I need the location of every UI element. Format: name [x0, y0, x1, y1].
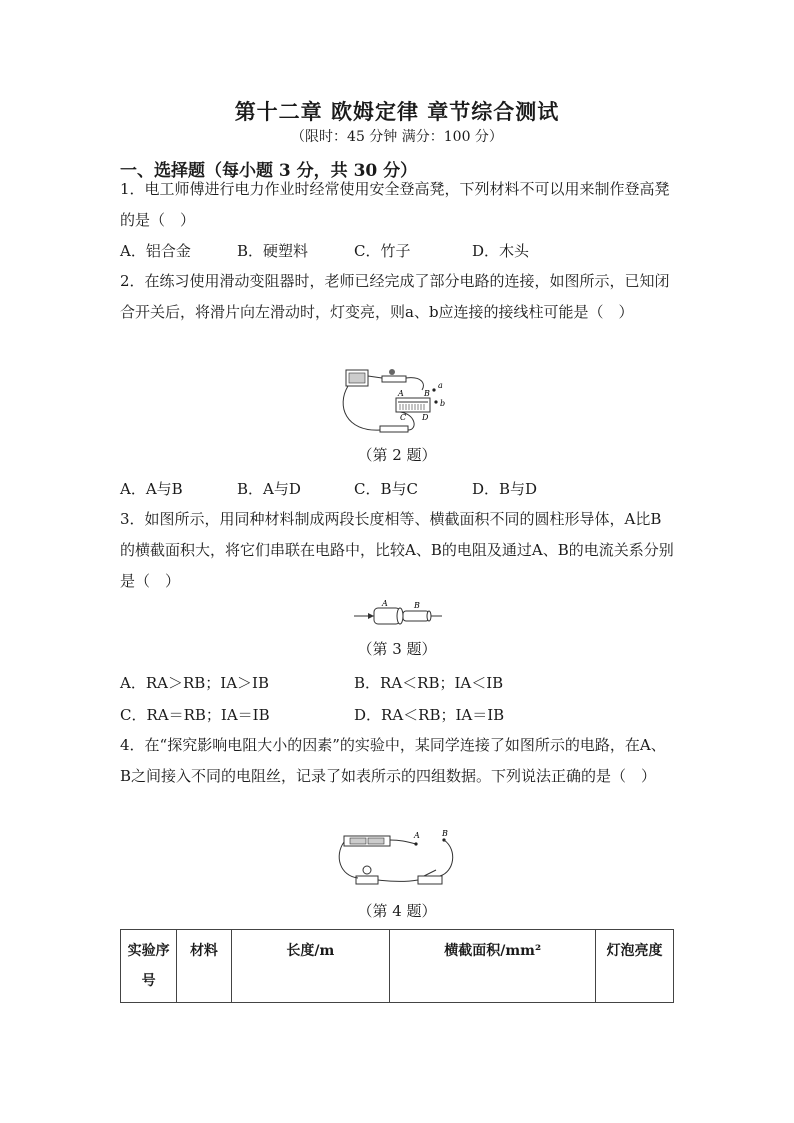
q3-option-d: D．RA＜RB；IA＝IB — [354, 706, 505, 724]
conductor-b-shape — [403, 611, 429, 621]
table-header-cell: 材料 — [177, 930, 231, 1003]
terminal-label-c: C — [400, 413, 407, 422]
q1-option-b: B．硬塑料 — [237, 242, 309, 260]
q2-option-d: D．B与D — [472, 480, 538, 498]
q4-figure-caption: （第 4 题） — [357, 902, 437, 920]
table-header-row — [121, 930, 674, 1003]
q2-option-a: A．A与B — [120, 480, 183, 498]
terminal-label-a: A — [414, 831, 420, 840]
section-heading: 一、选择题（每小题 3 分，共 30 分） — [120, 161, 418, 181]
q3-option-c: C．RA＝RB；IA＝IB — [120, 706, 270, 724]
page-subtitle: （限时：45 分钟 满分：100 分） — [291, 129, 503, 145]
wire-label-a: a — [438, 381, 443, 390]
table-header-cell: 横截面积/mm² — [390, 930, 596, 1003]
question-2-stem: 2．在练习使用滑动变阻器时，老师已经完成了部分电路的连接，如图所示，已知闭合开关后，将滑片向左滑动时，灯变亮，则a、b应连接的接线柱可能是（ ） — [120, 272, 670, 321]
page-title: 第十二章 欧姆定律 章节综合测试 — [234, 99, 560, 124]
conductor-a-shape — [374, 608, 400, 624]
conductor-label-b: B — [414, 601, 420, 610]
q2-circuit-figure — [340, 362, 460, 440]
terminal-label-a: A — [398, 389, 404, 398]
q3-option-a: A．RA＞RB；IA＞IB — [120, 674, 269, 692]
q2-option-c: C．B与C — [354, 480, 418, 498]
wire-label-b: b — [440, 399, 446, 408]
q1-option-c: C．竹子 — [354, 242, 411, 260]
q2-figure-caption: （第 2 题） — [357, 446, 437, 464]
arrow-icon — [368, 613, 374, 619]
switch-shape — [418, 876, 442, 884]
q1-option-a: A．铝合金 — [120, 242, 191, 260]
data-table — [120, 929, 674, 1003]
q4-circuit-figure — [336, 828, 460, 894]
conductor-label-a: A — [382, 600, 388, 608]
terminal-label-b: B — [424, 389, 430, 398]
lamp-shape — [380, 426, 408, 432]
question-4-stem: 4．在“探究影响电阻大小的因素”的实验中，某同学连接了如图所示的电路，在A、B之间接入不同的电阻丝，记录了如表所示的四组数据。下列说法正确的是（ ） — [120, 736, 666, 785]
q1-option-d: D．木头 — [472, 242, 530, 260]
table-header-cell: 实验序号 — [121, 930, 177, 1003]
question-3-stem: 3．如图所示，用同种材料制成两段长度相等、横截面积不同的圆柱形导体，A比B的横截面积大，将它们串联在电路中，比较A、B的电阻及通过A、B的电流关系分别是（ ） — [120, 510, 674, 590]
q3-option-b: B．RA＜RB；IA＜IB — [354, 674, 504, 692]
table-header-cell: 灯泡亮度 — [596, 930, 674, 1003]
switch-shape — [382, 376, 406, 382]
q3-figure-caption: （第 3 题） — [357, 640, 437, 658]
lamp-shape — [356, 876, 378, 884]
rheostat-shape — [396, 398, 430, 412]
table-header-cell: 长度/m — [231, 930, 390, 1003]
terminal-label-d: D — [422, 413, 429, 422]
question-1-stem: 1．电工师傅进行电力作业时经常使用安全登高凳，下列材料不可以用来制作登高凳的是（ ） — [120, 180, 670, 229]
terminal-label-b: B — [442, 829, 448, 838]
q2-option-b: B．A与D — [237, 480, 301, 498]
q3-conductor-figure — [352, 600, 444, 628]
